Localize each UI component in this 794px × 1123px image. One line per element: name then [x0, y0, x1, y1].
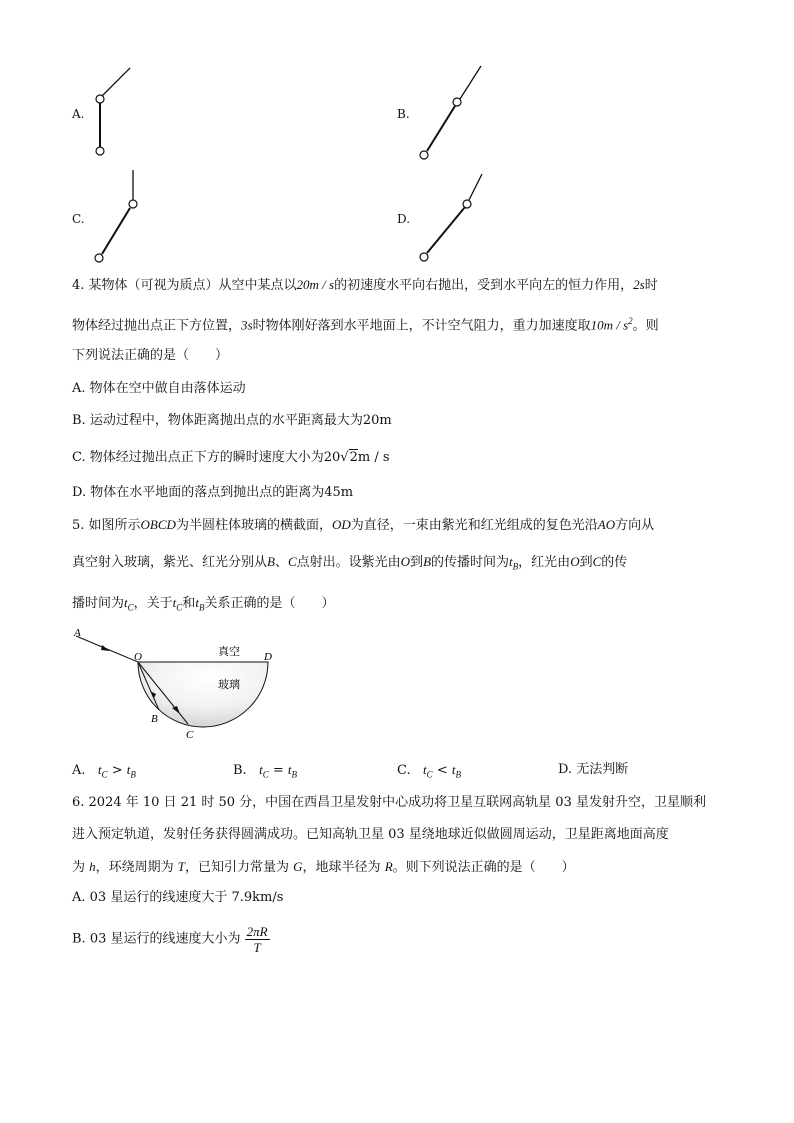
- q4-option-a: A. 物体在空中做自由落体运动: [72, 381, 246, 396]
- incident-ray-arrow: [101, 645, 110, 651]
- q5-line-1: 5. 如图所示OBCD为半圆柱体玻璃的横截面，OD为直径，一束由紫光和红光组成的复色光沿AO方向从: [72, 517, 655, 533]
- q5-option-b: B. $t_C = t_B$: [233, 762, 298, 780]
- q4-option-b: B. 运动过程中，物体距离抛出点的水平距离最大为20m: [72, 413, 392, 428]
- label-o: O: [134, 651, 142, 663]
- q4-line-1: 4. 某物体（可视为质点）从空中某点以20m / s的初速度水平向右抛出，受到水平向左的恒力作用，2s时: [72, 277, 658, 293]
- q6-option-a: A. 03 星运行的线速度大于 7.9km/s: [72, 890, 284, 905]
- label-c: C: [186, 729, 194, 741]
- glass-semicircle-figure: [66, 624, 286, 748]
- option-c-label: C.: [72, 212, 85, 226]
- rod-figure-a: [88, 64, 138, 160]
- option-b-label: B.: [397, 107, 410, 121]
- label-b: B: [151, 713, 158, 725]
- q6-line-2: 进入预定轨道，发射任务获得圆满成功。已知高轨卫星 03 星绕地球近似做圆周运动，卫星距离地面高度: [72, 827, 669, 842]
- option-d-label: D.: [397, 212, 411, 226]
- label-a: A: [74, 627, 81, 639]
- q4-option-c: C. 物体经过抛出点正下方的瞬时速度大小为20√2m / s: [72, 450, 390, 465]
- rod-figure-b: [416, 62, 486, 164]
- q5-line-3: 播时间为$t_C$，关于$t_C$和$t_B$关系正确的是（ ）: [72, 595, 335, 613]
- q4-line-2: 物体经过抛出点正下方位置，3s时物体刚好落到水平地面上，不计空气阻力，重力加速度取$10m / s^2$。则: [72, 316, 659, 334]
- q5-option-c: C. $t_C < t_B$: [397, 762, 461, 780]
- label-glass: 玻璃: [218, 678, 240, 691]
- q6-option-b: B. 03 星运行的线速度大小为 $\frac{2\pi R}{T}$: [72, 924, 268, 955]
- q6-line-1: 6. 2024 年 10 日 21 时 50 分，中国在西昌卫星发射中心成功将卫星互联网高轨星 03 星发射升空，卫星顺利: [72, 795, 706, 810]
- q4-option-d: D. 物体在水平地面的落点到抛出点的距离为45m: [72, 485, 354, 500]
- q5-line-2: 真空射入玻璃，紫光、红光分别从B、C点射出。设紫光由O到B的传播时间为$t_B$，红光由O到C的传: [72, 554, 628, 572]
- label-vacuum: 真空: [218, 645, 240, 658]
- velocity-fraction: $\frac{2\pi R}{T}$: [246, 924, 268, 955]
- rod-figure-d: [416, 170, 488, 266]
- rod-figure-c: [88, 166, 140, 266]
- label-d: D: [264, 651, 272, 663]
- q5-option-d: D. 无法判断: [558, 762, 629, 777]
- q4-line-3: 下列说法正确的是（ ）: [72, 348, 229, 363]
- q6-line-3: 为 h，环绕周期为 T，已知引力常量为 G，地球半径为 R。则下列说法正确的是（ ）: [72, 859, 575, 875]
- option-a-label: A.: [72, 107, 85, 121]
- q5-option-a: A. $t_C > t_B$: [72, 762, 136, 780]
